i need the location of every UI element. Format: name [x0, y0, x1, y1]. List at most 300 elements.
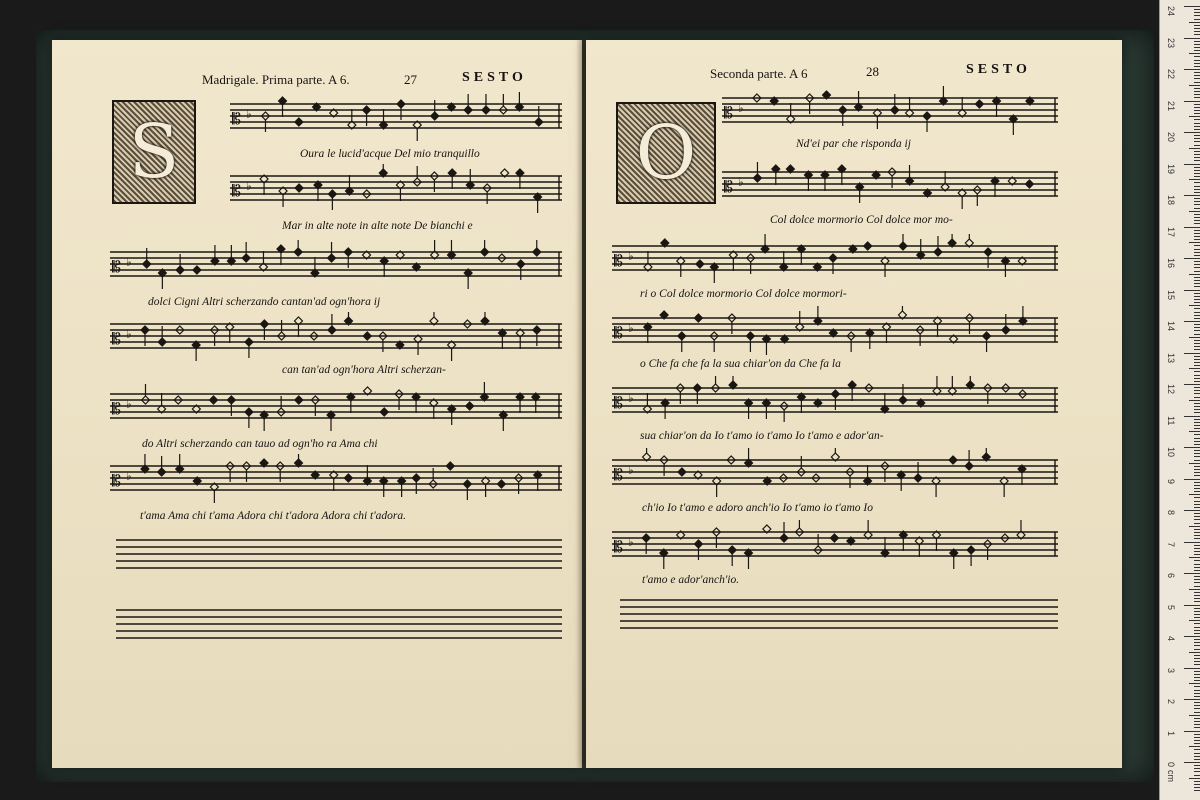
ruler-tick: [1194, 41, 1200, 42]
ruler-tick: [1194, 475, 1200, 476]
ruler-tick: [1194, 346, 1200, 347]
ruler-tick: [1194, 535, 1200, 536]
ruler-tick: [1194, 633, 1200, 634]
note-head-icon: [899, 242, 907, 250]
ruler-tick: [1194, 201, 1200, 202]
ruler-number: 8: [1166, 510, 1176, 516]
note-head-icon: [923, 112, 931, 120]
ruler-tick: [1194, 198, 1200, 199]
ruler-tick: [1194, 47, 1200, 48]
ruler-tick: [1194, 107, 1200, 108]
ruler-tick: [1184, 38, 1200, 39]
ruler-tick: [1194, 403, 1200, 404]
ruler-tick: [1184, 101, 1200, 102]
ruler-tick: [1194, 233, 1200, 234]
ruler-tick: [1184, 731, 1200, 732]
left-empty-staff-1: [116, 536, 562, 576]
ruler-tick: [1194, 488, 1200, 489]
note-head-icon: [728, 546, 736, 554]
note-head-icon: [143, 260, 151, 268]
ruler-number: 17: [1166, 226, 1176, 237]
note-head-icon: [891, 106, 899, 114]
clef-icon: 𝄡: [614, 537, 623, 556]
note-head-icon: [975, 100, 983, 108]
ruler-tick: [1184, 290, 1200, 291]
note-head-icon: [949, 456, 957, 464]
note-head-icon: [380, 408, 388, 416]
ruler-tick: [1194, 567, 1200, 568]
right-staff-7: [612, 520, 1058, 570]
left-staff-4: [110, 312, 562, 362]
ruler-tick: [1194, 315, 1200, 316]
ruler-tick: [1194, 56, 1200, 57]
ruler-tick: [1194, 608, 1200, 609]
ruler-tick: [1194, 378, 1200, 379]
note-head-icon: [914, 474, 922, 482]
right-staff-2: [722, 160, 1058, 210]
ruler-tick: [1189, 620, 1200, 621]
ruler-tick: [1194, 264, 1200, 265]
ruler-tick: [1184, 636, 1200, 637]
note-head-icon: [753, 174, 761, 182]
ruler-tick: [1194, 334, 1200, 335]
ruler-tick: [1194, 592, 1200, 593]
ruler-tick: [1184, 195, 1200, 196]
right-lyric-3: ri o Col dolce mormorio Col dolce mormori-: [640, 288, 847, 300]
ruler-tick: [1194, 554, 1200, 555]
note-head-icon: [328, 326, 336, 334]
ruler-tick: [1189, 242, 1200, 243]
ruler-tick: [1194, 204, 1200, 205]
ruler-tick: [1194, 771, 1200, 772]
right-staff-1: [722, 86, 1058, 136]
ruler-tick: [1194, 532, 1200, 533]
ruler-tick: [1189, 211, 1200, 212]
note-head-icon: [965, 462, 973, 470]
left-staff-3: [110, 240, 562, 290]
note-head-icon: [245, 338, 253, 346]
ruler-tick: [1194, 75, 1200, 76]
note-head-icon: [294, 248, 302, 256]
ruler-tick: [1194, 409, 1200, 410]
ruler-tick: [1189, 683, 1200, 684]
flat-icon: ♭: [246, 179, 252, 193]
ruler-tick: [1194, 545, 1200, 546]
right-voice-label: SESTO: [966, 62, 1031, 77]
note-head-icon: [193, 266, 201, 274]
left-staff-2: [230, 164, 562, 214]
ruler-unit: cm: [1166, 770, 1176, 782]
left-page: [52, 40, 582, 768]
ruler-number: 21: [1166, 100, 1176, 111]
ruler-tick: [1194, 551, 1200, 552]
ruler-number: 1: [1166, 730, 1176, 736]
ruler-tick: [1194, 538, 1200, 539]
note-head-icon: [431, 112, 439, 120]
note-head-icon: [227, 396, 235, 404]
ruler-tick: [1194, 157, 1200, 158]
ruler-tick: [1194, 9, 1200, 10]
ruler-tick: [1194, 693, 1200, 694]
ruler-tick: [1184, 353, 1200, 354]
ruler-tick: [1194, 381, 1200, 382]
ruler-tick: [1194, 523, 1200, 524]
ruler-tick: [1194, 759, 1200, 760]
ruler-number: 16: [1166, 258, 1176, 269]
ruler-tick: [1194, 519, 1200, 520]
ruler-tick: [1189, 337, 1200, 338]
note-head-icon: [344, 474, 352, 482]
ruler-tick: [1194, 485, 1200, 486]
clef-icon: 𝄡: [614, 393, 623, 412]
ruler-tick: [1189, 557, 1200, 558]
ruler-tick: [1194, 781, 1200, 782]
flat-icon: ♭: [738, 101, 744, 115]
ruler-tick: [1194, 617, 1200, 618]
note-head-icon: [967, 546, 975, 554]
ruler-tick: [1194, 649, 1200, 650]
ruler-tick: [1194, 548, 1200, 549]
ruler-tick: [1184, 227, 1200, 228]
ruler-tick: [1184, 6, 1200, 7]
ruler-tick: [1194, 387, 1200, 388]
ruler-tick: [1194, 504, 1200, 505]
ruler-tick: [1189, 85, 1200, 86]
ruler-tick: [1194, 623, 1200, 624]
ruler-tick: [1194, 261, 1200, 262]
ruler-tick: [1194, 497, 1200, 498]
ruler-number: 4: [1166, 636, 1176, 642]
note-head-icon: [831, 390, 839, 398]
ruler-tick: [1194, 141, 1200, 142]
note-head-icon: [780, 534, 788, 542]
ruler-tick: [1194, 138, 1200, 139]
ruler-tick: [1194, 630, 1200, 631]
ruler-tick: [1194, 94, 1200, 95]
clef-icon: 𝄡: [112, 329, 121, 348]
ruler-number: 22: [1166, 69, 1176, 80]
right-lyric-5: sua chiar'on da Io t'amo io t'amo Io t'amo e ador'an-: [640, 430, 884, 442]
note-head-icon: [1002, 326, 1010, 334]
right-page-number: 28: [866, 64, 879, 79]
note-head-icon: [158, 338, 166, 346]
ruler-tick: [1194, 230, 1200, 231]
ruler-tick: [1194, 482, 1200, 483]
ruler-tick: [1194, 217, 1200, 218]
ruler-tick: [1194, 60, 1200, 61]
ruler-tick: [1189, 148, 1200, 149]
flat-icon: ♭: [246, 107, 252, 121]
ruler-tick: [1194, 176, 1200, 177]
left-empty-staff-2: [116, 606, 562, 646]
ruler-tick: [1194, 299, 1200, 300]
ruler-tick: [1184, 132, 1200, 133]
ruler-tick: [1194, 343, 1200, 344]
ruler-tick: [1194, 576, 1200, 577]
note-head-icon: [830, 534, 838, 542]
ruler-tick: [1194, 790, 1200, 791]
note-head-icon: [481, 248, 489, 256]
ruler-tick: [1184, 416, 1200, 417]
ruler-tick: [1184, 573, 1200, 574]
left-voice-label: SESTO: [462, 70, 527, 85]
note-head-icon: [464, 106, 472, 114]
ruler-tick: [1194, 419, 1200, 420]
clef-icon: 𝄡: [614, 465, 623, 484]
flat-icon: ♭: [628, 391, 634, 405]
note-head-icon: [642, 534, 650, 542]
note-head-icon: [533, 326, 541, 334]
right-staff-3: [612, 234, 1058, 284]
ruler-tick: [1194, 186, 1200, 187]
left-staff-6: [110, 454, 562, 504]
note-head-icon: [466, 402, 474, 410]
note-head-icon: [245, 408, 253, 416]
ruler-tick: [1194, 271, 1200, 272]
ruler-tick: [1189, 53, 1200, 54]
ruler-tick: [1194, 359, 1200, 360]
ruler-tick: [1194, 564, 1200, 565]
ruler-tick: [1194, 671, 1200, 672]
left-header-title: Madrigale. Prima parte. A 6.: [202, 72, 350, 87]
ruler-tick: [1194, 740, 1200, 741]
ruler-tick: [1194, 680, 1200, 681]
note-head-icon: [517, 260, 525, 268]
ruler-tick: [1194, 365, 1200, 366]
left-lyric-1: Oura le lucid'acque Del mio tranquillo: [300, 148, 480, 160]
left-decorated-initial: [112, 100, 196, 204]
note-head-icon: [839, 106, 847, 114]
ruler-tick: [1194, 82, 1200, 83]
ruler-number: 20: [1166, 132, 1176, 143]
note-head-icon: [328, 254, 336, 262]
note-head-icon: [446, 462, 454, 470]
ruler-tick: [1194, 28, 1200, 29]
ruler-tick: [1194, 72, 1200, 73]
ruler-tick: [1194, 267, 1200, 268]
ruler-tick: [1184, 384, 1200, 385]
note-head-icon: [535, 118, 543, 126]
ruler-tick: [1194, 312, 1200, 313]
ruler-tick: [1194, 428, 1200, 429]
ruler-tick: [1194, 775, 1200, 776]
ruler-tick: [1194, 293, 1200, 294]
ruler-tick: [1194, 765, 1200, 766]
ruler-tick: [1194, 513, 1200, 514]
note-head-icon: [693, 384, 701, 392]
right-page: [586, 40, 1122, 768]
note-head-icon: [328, 190, 336, 198]
ruler-number: 3: [1166, 667, 1176, 673]
ruler-number: 11: [1166, 415, 1176, 425]
left-lyric-5: do Altri scherzando can tauo ad ogn'ho ra Ama chi: [142, 438, 378, 450]
ruler-tick: [1194, 579, 1200, 580]
clef-icon: 𝄡: [724, 177, 733, 196]
ruler-tick: [1194, 283, 1200, 284]
flat-icon: ♭: [628, 321, 634, 335]
ruler-tick: [1194, 586, 1200, 587]
clef-icon: 𝄡: [112, 257, 121, 276]
ruler-tick: [1194, 189, 1200, 190]
ruler-tick: [1194, 434, 1200, 435]
ruler-tick: [1194, 406, 1200, 407]
ruler-tick: [1194, 214, 1200, 215]
ruler-tick: [1184, 479, 1200, 480]
ruler-tick: [1194, 718, 1200, 719]
ruler-tick: [1194, 302, 1200, 303]
ruler-tick: [1194, 249, 1200, 250]
right-staff-6: [612, 448, 1058, 498]
flat-icon: ♭: [738, 175, 744, 189]
ruler-tick: [1194, 12, 1200, 13]
ruler-tick: [1194, 645, 1200, 646]
flat-icon: ♭: [126, 397, 132, 411]
ruler-tick: [1194, 318, 1200, 319]
ruler-number: 10: [1166, 447, 1176, 458]
ruler-tick: [1194, 154, 1200, 155]
ruler-tick: [1194, 208, 1200, 209]
note-head-icon: [497, 480, 505, 488]
ruler-tick: [1194, 734, 1200, 735]
ruler-tick: [1184, 605, 1200, 606]
ruler-tick: [1194, 88, 1200, 89]
ruler-tick: [1184, 668, 1200, 669]
ruler-tick: [1194, 529, 1200, 530]
ruler-tick: [1194, 696, 1200, 697]
left-staff-5: [110, 382, 562, 432]
flat-icon: ♭: [628, 249, 634, 263]
ruler-tick: [1194, 362, 1200, 363]
note-head-icon: [295, 396, 303, 404]
ruler-tick: [1194, 677, 1200, 678]
right-staff-4: [612, 306, 1058, 356]
note-head-icon: [295, 118, 303, 126]
flat-icon: ♭: [628, 463, 634, 477]
ruler-tick: [1194, 192, 1200, 193]
ruler-tick: [1194, 277, 1200, 278]
note-head-icon: [397, 100, 405, 108]
ruler-number: 18: [1166, 195, 1176, 206]
note-head-icon: [533, 248, 541, 256]
ruler-number: 19: [1166, 163, 1176, 174]
left-lyric-3: dolci Cigni Altri scherzando cantan'ad ogn'hora ij: [148, 296, 381, 308]
ruler-tick: [1194, 444, 1200, 445]
note-head-icon: [295, 184, 303, 192]
ruler-tick: [1194, 129, 1200, 130]
note-head-icon: [864, 242, 872, 250]
ruler-tick: [1189, 400, 1200, 401]
ruler-number: 14: [1166, 321, 1176, 332]
clef-icon: 𝄡: [232, 181, 241, 200]
ruler-tick: [1194, 371, 1200, 372]
ruler-tick: [1194, 787, 1200, 788]
ruler-number: 7: [1166, 541, 1176, 547]
ruler-tick: [1194, 113, 1200, 114]
ruler-tick: [1194, 145, 1200, 146]
ruler-tick: [1194, 375, 1200, 376]
ruler-tick: [1184, 69, 1200, 70]
left-lyric-2: Mar in alte note in alte note De bianchi e: [282, 220, 473, 232]
ruler-tick: [1194, 516, 1200, 517]
flat-icon: ♭: [126, 327, 132, 341]
ruler-tick: [1194, 66, 1200, 67]
note-head-icon: [696, 260, 704, 268]
ruler-tick: [1194, 50, 1200, 51]
clef-icon: 𝄡: [112, 471, 121, 490]
ruler-tick: [1194, 220, 1200, 221]
clef-icon: 𝄡: [614, 251, 623, 270]
note-head-icon: [463, 480, 471, 488]
ruler-tick: [1194, 661, 1200, 662]
ruler-tick: [1194, 456, 1200, 457]
ruler-tick: [1194, 753, 1200, 754]
ruler-tick: [1189, 652, 1200, 653]
note-head-icon: [158, 468, 166, 476]
ruler-tick: [1189, 179, 1200, 180]
ruler-tick: [1194, 104, 1200, 105]
ruler-tick: [1194, 560, 1200, 561]
ruler-tick: [1194, 252, 1200, 253]
ruler-tick: [1194, 705, 1200, 706]
note-head-icon: [694, 314, 702, 322]
ruler-tick: [1194, 756, 1200, 757]
note-head-icon: [141, 326, 149, 334]
note-head-icon: [899, 396, 907, 404]
ruler-tick: [1194, 708, 1200, 709]
note-head-icon: [363, 332, 371, 340]
ruler-tick: [1194, 611, 1200, 612]
ruler-tick: [1189, 526, 1200, 527]
ruler-tick: [1194, 658, 1200, 659]
ruler-tick: [1194, 674, 1200, 675]
ruler-tick: [1189, 778, 1200, 779]
ruler-tick: [1194, 453, 1200, 454]
ruler-tick: [1184, 699, 1200, 700]
ruler-tick: [1194, 97, 1200, 98]
note-head-icon: [983, 332, 991, 340]
ruler-tick: [1194, 702, 1200, 703]
right-decorated-initial: [616, 102, 716, 204]
ruler-tick: [1194, 15, 1200, 16]
ruler-tick: [1194, 422, 1200, 423]
ruler-tick: [1184, 164, 1200, 165]
ruler-tick: [1194, 160, 1200, 161]
ruler-number: 12: [1166, 384, 1176, 395]
right-staff-5: [612, 376, 1058, 426]
ruler-tick: [1194, 63, 1200, 64]
ruler-tick: [1194, 356, 1200, 357]
right-lyric-7: t'amo e ador'anch'io.: [642, 574, 740, 586]
ruler-tick: [1194, 91, 1200, 92]
ruler-tick: [1194, 438, 1200, 439]
ruler-number: 13: [1166, 352, 1176, 363]
ruler-tick: [1194, 595, 1200, 596]
ruler-tick: [1194, 472, 1200, 473]
ruler-tick: [1194, 255, 1200, 256]
ruler-tick: [1194, 349, 1200, 350]
ruler-tick: [1194, 737, 1200, 738]
note-head-icon: [363, 106, 371, 114]
ruler-number: 6: [1166, 573, 1176, 579]
flat-icon: ♭: [628, 535, 634, 549]
left-lyric-4: can tan'ad ogn'hora Altri scherzan-: [282, 364, 446, 376]
ruler-number: 23: [1166, 37, 1176, 48]
left-staff-1: [230, 92, 562, 142]
ruler-tick: [1194, 34, 1200, 35]
ruler-tick: [1189, 305, 1200, 306]
left-page-number: 27: [404, 72, 417, 87]
ruler-tick: [1189, 431, 1200, 432]
